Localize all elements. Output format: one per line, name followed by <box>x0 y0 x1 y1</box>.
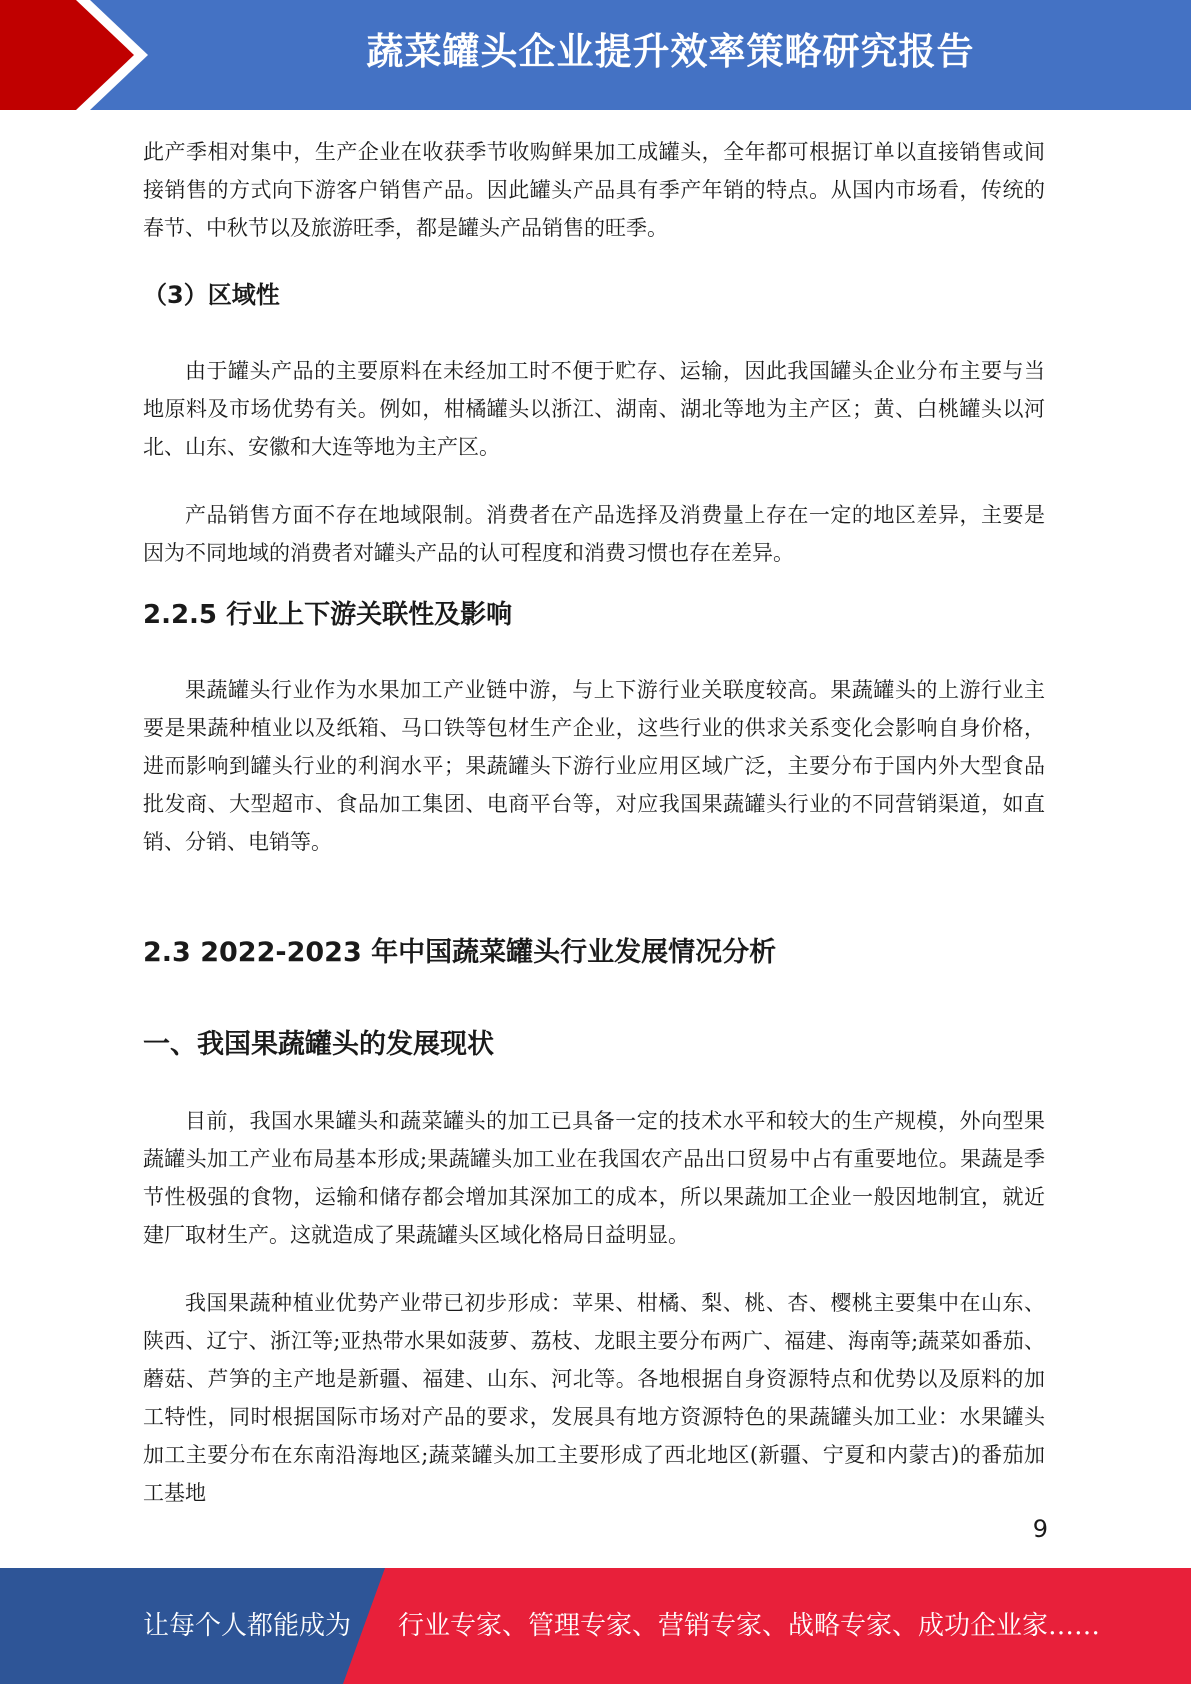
paragraph-regional-2: 产品销售方面不存在地域限制。消费者在产品选择及消费量上存在一定的地区差异，主要是因为不同地域的消费者对罐头产品的认可程度和消费习惯也存在差异。 <box>143 503 1045 565</box>
heading-regional: （3）区域性 <box>143 281 280 309</box>
paragraph-regional-1: 由于罐头产品的主要原料在未经加工时不便于贮存、运输，因此我国罐头企业分布主要与当地原料及市场优势有关。例如，柑橘罐头以浙江、湖南、湖北等地为主产区；黄、白桃罐头以河北、山东、安徽和大连等地为主产区。 <box>143 359 1045 459</box>
paragraph-seasonal-continued: 此产季相对集中，生产企业在收获季节收购鲜果加工成罐头，全年都可根据订单以直接销售或间接销售的方式向下游客户销售产品。因此罐头产品具有季产年销的特点。从国内市场看，传统的春节、中秋节以及旅游旺季，都是罐头产品销售的旺季。 <box>143 140 1045 240</box>
heading-2-2-5: 2.2.5 行业上下游关联性及影响 <box>143 600 513 630</box>
paragraph-status-1: 目前，我国水果罐头和蔬菜罐头的加工已具备一定的技术水平和较大的生产规模，外向型果蔬罐头加工产业布局基本形成;果蔬罐头加工业在我国农产品出口贸易中占有重要地位。果蔬是季节性极强的食物，运输和储存都会增加其深加工的成本，所以果蔬加工企业一般因地制宜，就近建厂取材生产。这就造成了果蔬罐头区域化格局日益明显。 <box>143 1109 1045 1247</box>
page-content <box>143 133 1045 1512</box>
header-arrow-shape <box>0 0 160 110</box>
page-footer <box>0 1568 1191 1684</box>
paragraph-upstream-downstream: 果蔬罐头行业作为水果加工产业链中游，与上下游行业关联度较高。果蔬罐头的上游行业主要是果蔬种植业以及纸箱、马口铁等包材生产企业，这些行业的供求关系变化会影响自身价格，进而影响到罐头行业的利润水平；果蔬罐头下游行业应用区域广泛，主要分布于国内外大型食品批发商、大型超市、食品加工集团、电商平台等，对应我国果蔬罐头行业的不同营销渠道，如直销、分销、电销等。 <box>143 678 1045 854</box>
heading-2-3: 2.3 2022-2023 年中国蔬菜罐头行业发展情况分析 <box>143 937 777 968</box>
heading-development-status: 一、我国果蔬罐头的发展现状 <box>143 1029 494 1060</box>
report-title: 蔬菜罐头企业提升效率策略研究报告 <box>366 30 975 73</box>
footer-slogan-left: 让每个人都能成为 <box>143 1611 352 1641</box>
paragraph-status-2: 我国果蔬种植业优势产业带已初步形成：苹果、柑橘、梨、桃、杏、樱桃主要集中在山东、陕西、辽宁、浙江等;亚热带水果如菠萝、荔枝、龙眼主要分布两广、福建、海南等;蔬菜如番茄、蘑菇、芦笋的主产地是新疆、福建、山东、河北等。各地根据自身资源特点和优势以及原料的加工特性，同时根据国际市场对产品的要求，发展具有地方资源特色的果蔬罐头加工业：水果罐头加工主要分布在东南沿海地区;蔬菜罐头加工主要形成了西北地区(新疆、宁夏和内蒙古)的番茄加工基地 <box>143 1291 1045 1505</box>
footer-slogan-right: 行业专家、管理专家、营销专家、战略专家、成功企业家…… <box>398 1611 1101 1641</box>
page-header <box>0 0 1191 110</box>
page-number: 9 <box>1032 1515 1048 1543</box>
